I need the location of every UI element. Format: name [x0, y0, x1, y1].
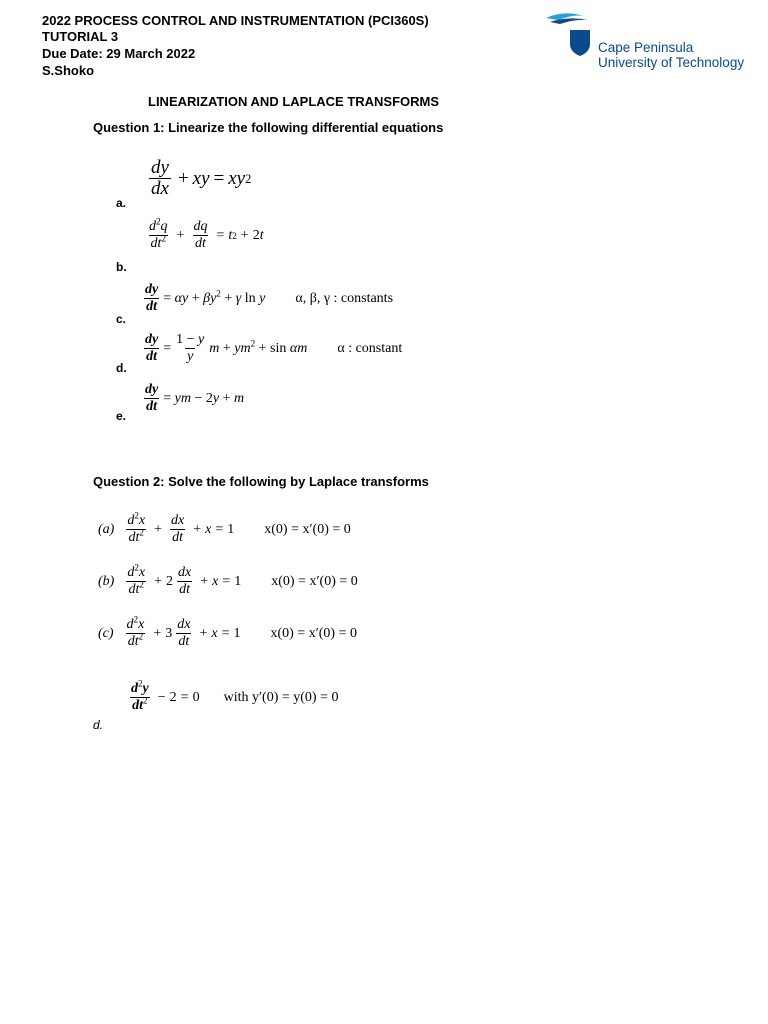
q2-equation-c: (c) $\frac{d^2x}{dt^2}$ + 3 $\frac{dx}{dt}$ + x = 1 x(0) = x′(0) = 0: [98, 614, 357, 649]
q2-label-c: (c): [98, 625, 114, 641]
logo-line-1: Cape Peninsula: [598, 40, 694, 55]
q1-label-a: a.: [116, 196, 127, 210]
q1-label-c: c.: [116, 312, 127, 326]
q2-equation-d: $\frac{d^2y}{dt^2}$ − 2 = 0 with y′(0) = y(0) = 0: [131, 678, 339, 713]
q2-equation-a: (a) $\frac{d^2x}{dt^2}$ + $\frac{dx}{dt}$ + x = 1 x(0) = x′(0) = 0: [98, 510, 351, 545]
q2-label-a: (a): [98, 521, 115, 537]
section-title: LINEARIZATION AND LAPLACE TRANSFORMS: [148, 94, 440, 109]
q1-label-b: b.: [116, 260, 127, 274]
q1-equation-e: $\frac{dy}{dt}$ = ym − 2y + m: [145, 382, 245, 414]
q1-equation-a: $\frac{dy}{dx}$ + xy = xy 2: [151, 157, 252, 199]
q1-c-constants: α, β, γ : constants: [295, 290, 394, 306]
cput-wave-logo-icon: [544, 8, 604, 68]
q2-b-condition: x(0) = x′(0) = 0: [271, 573, 358, 589]
tutorial-number: TUTORIAL 3: [42, 29, 119, 44]
q2-d-condition: with y′(0) = y(0) = 0: [223, 689, 339, 705]
question-2-title: Question 2: Solve the following by Laplace transforms: [93, 474, 429, 489]
logo-line-2: University of Technology: [598, 55, 745, 70]
due-date: Due Date: 29 March 2022: [42, 46, 196, 61]
q2-equation-b: (b) $\frac{d^2x}{dt^2}$ + 2 $\frac{dx}{dt}$ + x = 1 x(0) = x′(0) = 0: [98, 562, 358, 597]
course-title: 2022 PROCESS CONTROL AND INSTRUMENTATION (PCI360S): [42, 13, 429, 28]
question-1-title: Question 1: Linearize the following differential equations: [93, 120, 444, 135]
q2-a-condition: x(0) = x′(0) = 0: [264, 521, 351, 537]
q1-equation-b: $\frac{d^2q}{dt^2}$ + $\frac{dq}{dt}$ = t 2 + 2 t: [149, 216, 264, 251]
q2-label-d: d.: [93, 718, 104, 732]
q2-label-b: (b): [98, 573, 115, 589]
q1-label-e: e.: [116, 409, 127, 423]
q1-d-constant: α : constant: [337, 340, 403, 356]
q1-equation-c: $\frac{dy}{dt}$ = $\alpha y + \beta y^2 + \gamma$ ln y α, β, γ : constants: [145, 282, 394, 314]
q2-c-condition: x(0) = x′(0) = 0: [270, 625, 357, 641]
author: S.Shoko: [42, 63, 95, 78]
q1-label-d: d.: [116, 361, 127, 375]
university-logo: [544, 8, 760, 72]
q1-equation-d: $\frac{dy}{dt}$ = $\frac{1 - y}{y}$ $m + ym^2 + \sin \alpha m$ α : constant: [145, 332, 403, 364]
